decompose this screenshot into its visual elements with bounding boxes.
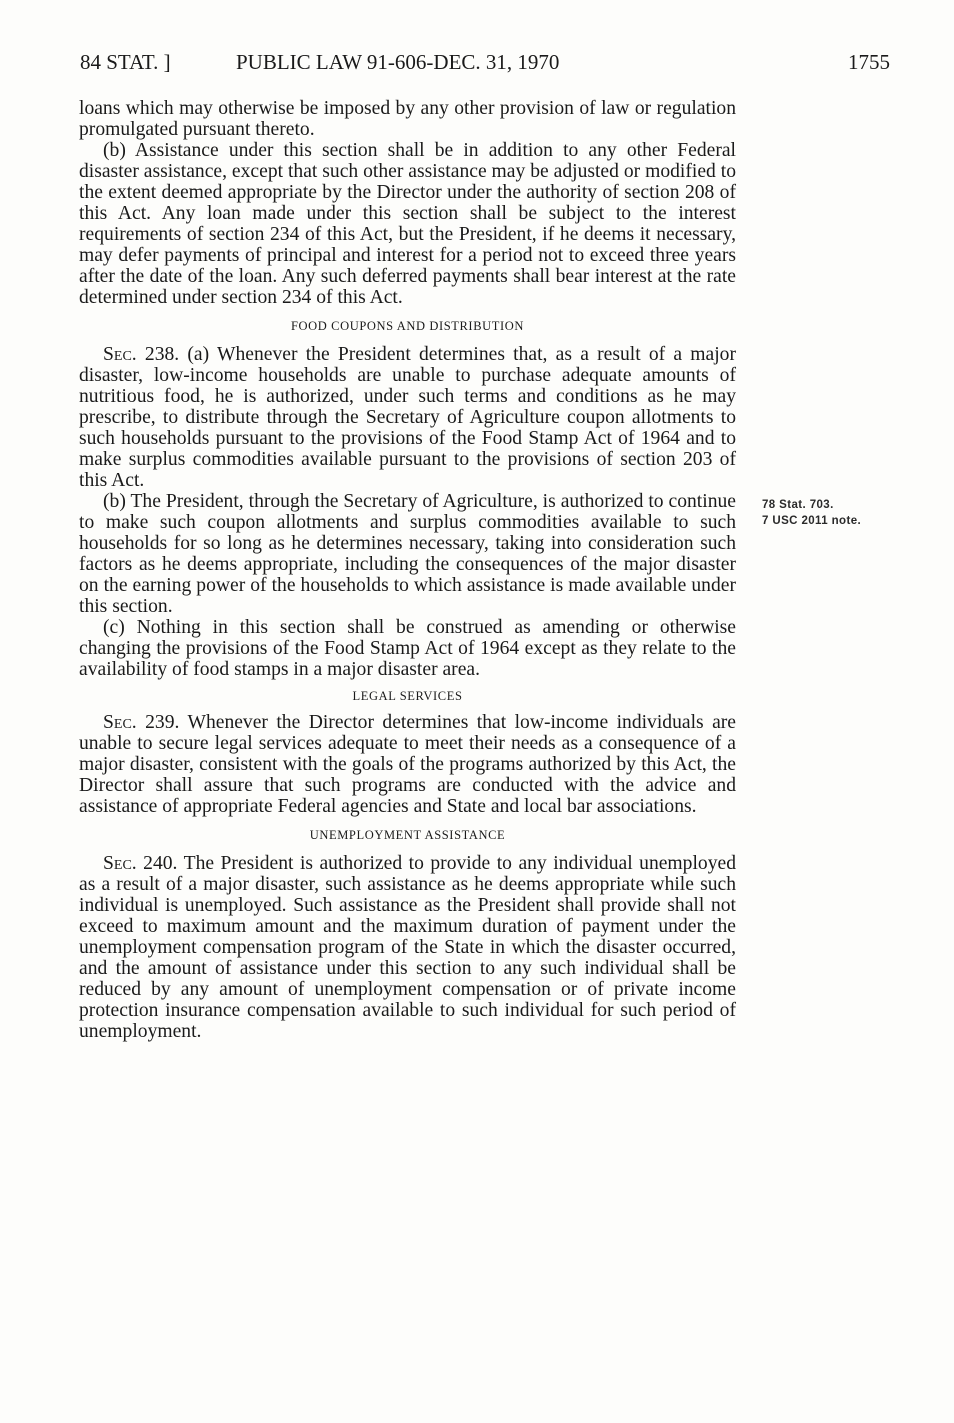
section-239-label: Sec. 239. bbox=[103, 712, 180, 733]
section-239-text: Whenever the Director determines that low-income individuals are unable to secure legal services adequate to meet their needs as a consequence of a major disaster, consistent with the goals of the programs authorized by this Act, the Director shall assure that such programs are conducted with the advice and assistance of appropriate Federal agencies and State and local bar associations. bbox=[79, 712, 736, 817]
margin-citation-stat: 78 Stat. 703. bbox=[762, 499, 834, 511]
section-240-text: The President is authorized to provide to any individual unemployed as a result of a major disaster, such assistance as he deems appropriate while such individual is unemployed. Such assistance as the President shall provide shall not exceed to maximum amount and the maximum duration of payment under the unemployment compensation program of the State in which the disaster occurred, and the amount of assistance under this section to any such individual shall be reduced by any amount of unemployment compensation or of private income protection insurance compensation available to such individual for such period of unemployment. bbox=[79, 853, 737, 1042]
section-239 bbox=[79, 712, 736, 817]
margin-citation bbox=[762, 497, 902, 529]
page-header bbox=[80, 50, 890, 80]
section-240-label: Sec. 240. bbox=[103, 853, 178, 874]
section-240 bbox=[79, 853, 736, 1042]
section-heading-unemployment: UNEMPLOYMENT ASSISTANCE bbox=[309, 828, 506, 842]
stat-reference: 84 STAT. ] bbox=[80, 50, 171, 74]
section-238-b: (b) The President, through the Secretary of Agriculture, is authorized to continue to make such coupon allotments and surplus commodities available to such households for so long as he determines necessary, taking into consideration such factors as he deems appropriate, including the consequences of the major disaster on the earning power of the households to which assistance is made available under this section. bbox=[79, 491, 736, 617]
header-title: PUBLIC LAW 91-606-DEC. 31, 1970 bbox=[236, 50, 560, 74]
paragraph-continuation: loans which may otherwise be imposed by any other provision of law or regulation promulgated pursuant thereto. bbox=[79, 98, 736, 140]
section-238-a-text: (a) Whenever the President determines that, as a result of a major disaster, low-income households are unable to purchase adequate amounts of nutritious food, he is authorized, under such terms and conditions as he may prescribe, to distribute through the Secretary of Agriculture coupon allotments to such households pursuant to the provisions of the Food Stamp Act of 1964 and to make surplus commodities available pursuant to the provisions of section 203 of this Act. bbox=[79, 344, 736, 491]
section-238-c: (c) Nothing in this section shall be construed as amending or otherwise changing the provisions of the Food Stamp Act of 1964 except as they relate to the availability of food stamps in a major disaster area. bbox=[79, 617, 736, 680]
page-number: 1755 bbox=[848, 50, 890, 74]
section-238-label: Sec. 238. bbox=[103, 344, 180, 365]
margin-citation-usc: 7 USC 2011 note. bbox=[762, 515, 862, 527]
section-238-a bbox=[79, 344, 736, 491]
body-text bbox=[79, 98, 736, 1042]
section-heading-legal-services: LEGAL SERVICES bbox=[352, 689, 463, 703]
section-heading-food-coupons: FOOD COUPONS AND DISTRIBUTION bbox=[290, 319, 525, 333]
paragraph-b-assistance: (b) Assistance under this section shall be in addition to any other Federal disaster assistance, except that such other assistance may be adjusted or modified to the extent deemed appropriate by the Director under the authority of section 208 of this Act. Any loan made under this section shall be subject to the interest requirements of section 234 of this Act, but the President, if he deems it necessary, may defer payments of principal and interest for a period not to exceed three years after the date of the loan. Any such deferred payments shall bear interest at the rate determined under section 234 of this Act. bbox=[79, 140, 736, 308]
